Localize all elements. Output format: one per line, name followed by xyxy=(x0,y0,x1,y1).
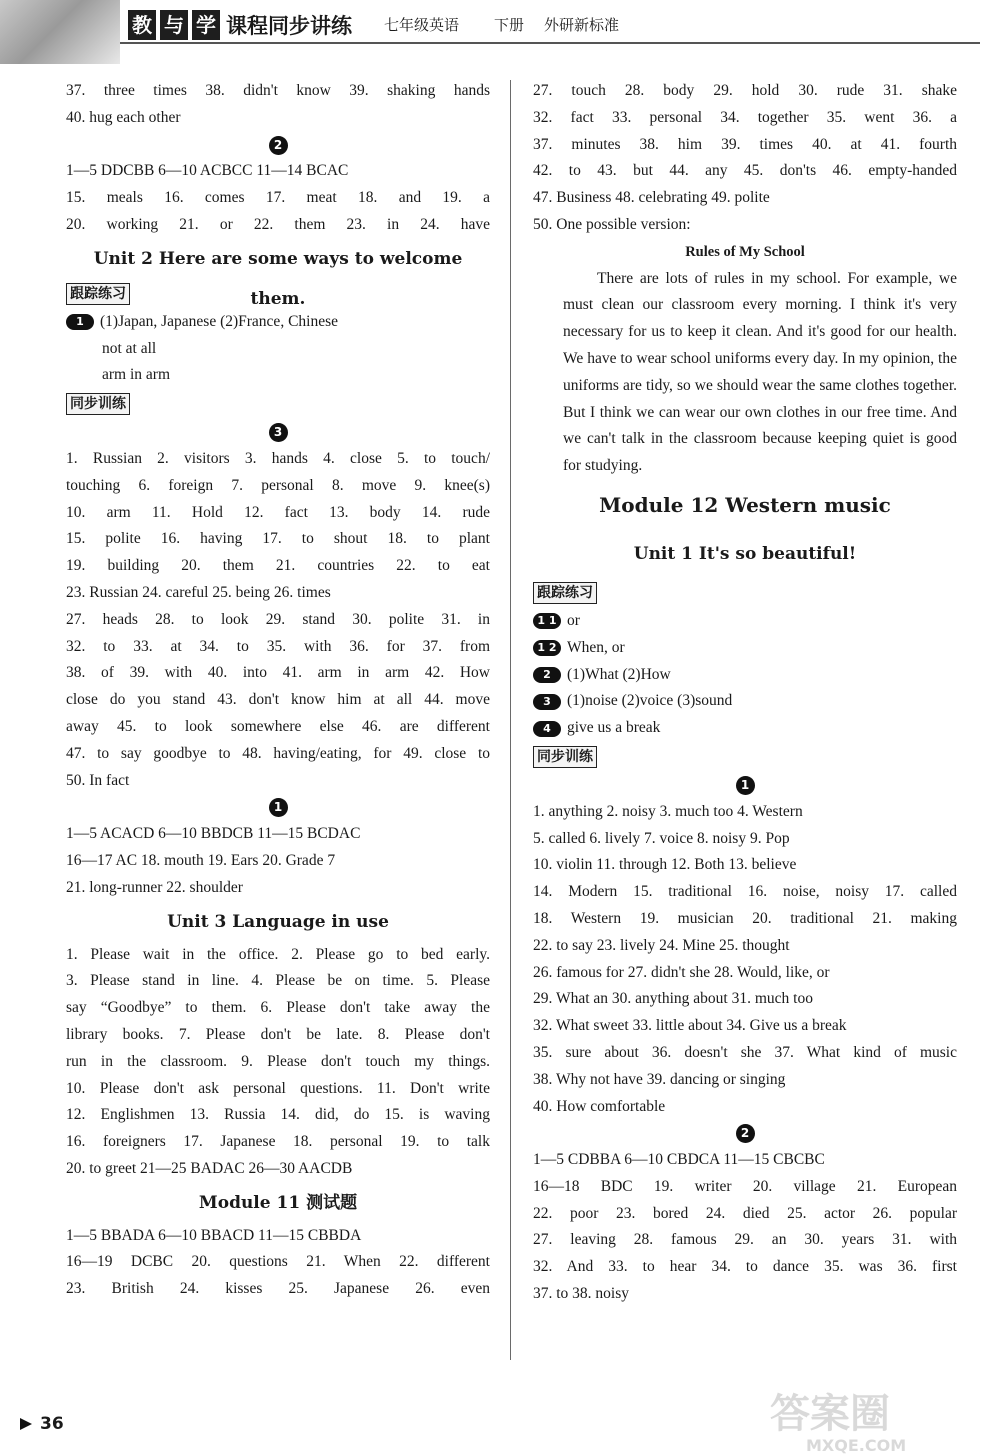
circled-number: 1 xyxy=(736,776,755,795)
answer-line: 5. called 6. lively 7. voice 8. noisy 9. Pop xyxy=(533,829,790,847)
answer-line: 50. One possible version: xyxy=(533,215,691,233)
exercise-line: not at all xyxy=(102,339,157,357)
tag-tongbu: 同步训练 xyxy=(66,393,130,415)
tag-genzong: 跟踪练习 xyxy=(533,582,597,604)
answer-line: run in the classroom. 9. Please don't touch my things. xyxy=(66,1052,490,1070)
header-corner-graphic xyxy=(0,0,120,64)
answer-line: 27. leaving 28. famous 29. an 30. years 31. with xyxy=(533,1231,957,1249)
answer-line: 1—5 DDCBB 6—10 ACBCC 11—14 BCAC xyxy=(66,162,349,180)
unit-heading: Unit 2 Here are some ways to welcome them. xyxy=(93,248,463,309)
exercise-answer: (1)Japan, Japanese (2)France, Chinese xyxy=(100,312,339,330)
unit-heading: Unit 1 It's so beautiful! xyxy=(633,543,857,564)
right-column xyxy=(533,78,957,1308)
answer-line: 20. to greet 21—25 BADAC 26—30 AACDB xyxy=(66,1159,353,1177)
section-marker xyxy=(66,794,490,821)
answer-line: 37. three times 38. didn't know 39. shaking hands xyxy=(66,82,490,99)
module-test-heading: Module 11 测试题 xyxy=(198,1192,358,1213)
answer-line: 1. anything 2. noisy 3. much too 4. Western xyxy=(533,802,803,820)
exercise-line xyxy=(533,635,957,662)
page-header xyxy=(0,0,1000,64)
answer-line: 16—18 BDC 19. writer 20. village 21. European xyxy=(533,1177,957,1195)
tag-row xyxy=(533,578,957,608)
answer-line: 16. foreigners 17. Japanese 18. personal 19. to talk xyxy=(66,1133,490,1151)
exercise-line xyxy=(533,715,957,742)
exercise-answer: give us a break xyxy=(567,719,661,737)
answer-line: library books. 7. Please don't be late. 8. Please don't xyxy=(66,1025,490,1043)
column-divider xyxy=(510,80,511,1360)
exercise-number-badge: 3 xyxy=(533,694,561,710)
tag-row xyxy=(66,389,490,419)
answer-line: 1—5 BBADA 6—10 BBACD 11—15 CBBDA xyxy=(66,1226,362,1244)
section-marker xyxy=(533,772,957,799)
exercise-answer: (1)noise (2)voice (3)sound xyxy=(567,692,733,710)
circled-number: 2 xyxy=(269,136,288,155)
answer-line: 38. Why not have 39. dancing or singing xyxy=(533,1070,786,1088)
answer-line: 10. violin 11. through 12. Both 13. believe xyxy=(533,856,797,874)
answer-line: 32. What sweet 33. little about 34. Give us a break xyxy=(533,1017,847,1035)
answer-line: 15. polite 16. having 17. to shout 18. to plant xyxy=(66,530,490,548)
tag-genzong: 跟踪练习 xyxy=(66,283,130,305)
answer-line: say “Goodbye” to them. 6. Please don't take away the xyxy=(66,999,490,1017)
answer-line: 35. sure about 36. doesn't she 37. What kind of music xyxy=(533,1043,957,1061)
answer-line: 20. working 21. or 22. them 23. in 24. have xyxy=(66,215,490,233)
exercise-number-badge: 1 1 xyxy=(533,613,561,629)
unit-heading: Unit 3 Language in use xyxy=(167,911,389,932)
answer-line: 47. to say goodbye to 48. having/eating, for 49. close to xyxy=(66,744,490,762)
header-rule xyxy=(120,42,980,44)
volume-label: 下册 xyxy=(494,16,525,34)
exercise-answer: or xyxy=(567,611,580,629)
answer-line: 1. Please wait in the office. 2. Please go to bed early. xyxy=(66,945,490,963)
answer-line: 50. In fact xyxy=(66,771,130,789)
answer-line: 23. British 24. kisses 25. Japanese 26. even xyxy=(66,1280,490,1298)
grade-label: 七年级英语 xyxy=(384,16,460,34)
exercise-number-badge: 4 xyxy=(533,721,561,737)
answer-line: 22. to say 23. lively 24. Mine 25. thought xyxy=(533,936,790,954)
answer-line: 40. hug each other xyxy=(66,108,181,126)
answer-line: 47. Business 48. celebrating 49. polite xyxy=(533,189,770,207)
exercise-line xyxy=(533,662,957,689)
watermark-url: MXQE.COM xyxy=(806,1436,907,1455)
answer-line: 10. Please don't ask personal questions. 11. Don't write xyxy=(66,1079,490,1097)
answer-line: 12. Englishmen 13. Russia 14. did, do 15. is waving xyxy=(66,1106,490,1124)
answer-line: 1. Russian 2. visitors 3. hands 4. close 5. to touch/ xyxy=(66,449,490,467)
page-footer xyxy=(20,1414,64,1434)
circled-number: 2 xyxy=(736,1124,755,1143)
answer-line: 37. minutes 38. him 39. times 40. at 41. fourth xyxy=(533,135,957,153)
answer-line: 21. long-runner 22. shoulder xyxy=(66,878,243,896)
edition-label: 外研新标准 xyxy=(544,16,620,34)
exercise-line xyxy=(66,309,490,336)
section-marker xyxy=(66,132,490,159)
exercise-line: arm in arm xyxy=(102,366,171,384)
answer-line: 1—5 ACACD 6—10 BBDCB 11—15 BCDAC xyxy=(66,825,361,843)
essay-title: Rules of My School xyxy=(685,243,805,260)
answer-line: 42. to 43. but 44. any 45. don'ts 46. empty-handed xyxy=(533,162,957,180)
answer-line: 37. to 38. noisy xyxy=(533,1285,630,1303)
watermark xyxy=(770,1392,906,1455)
logo-char-2: 与 xyxy=(160,10,188,40)
exercise-number-badge: 1 2 xyxy=(533,640,561,656)
answer-line: 16—17 AC 18. mouth 19. Ears 20. Grade 7 xyxy=(66,851,336,869)
essay-body: There are lots of rules in my school. For example, we must clean our classroom every morning. I think it's very necessary for us to keep it clean. And it's good for our health. We have to wear school uniforms every day. In my opinion, the uniforms are tidy, so we should wear the same clothes together. But I think we can wear our own clothes in our free time. And we can't talk in the classroom because keeping quiet is good for studying. xyxy=(563,269,957,475)
tag-row xyxy=(533,742,957,772)
answer-line: 15. meals 16. comes 17. meat 18. and 19. a xyxy=(66,189,490,207)
page-number: 36 xyxy=(40,1414,64,1434)
watermark-logo: 答案圈 xyxy=(770,1391,890,1437)
exercise-line xyxy=(533,688,957,715)
answer-line: 22. poor 23. bored 24. died 25. actor 26. popular xyxy=(533,1204,957,1222)
answer-line: 3. Please stand in line. 4. Please be on time. 5. Please xyxy=(66,972,490,990)
left-column xyxy=(66,78,490,1303)
exercise-line xyxy=(533,608,957,635)
answer-line: 14. Modern 15. traditional 16. noise, noisy 17. called xyxy=(533,883,957,901)
logo-char-3: 学 xyxy=(192,10,220,40)
section-marker xyxy=(66,419,490,446)
tag-tongbu: 同步训练 xyxy=(533,746,597,768)
answer-line: 29. What an 30. anything about 31. much too xyxy=(533,990,813,1008)
answer-line: 40. How comfortable xyxy=(533,1097,666,1115)
arrow-right-icon xyxy=(20,1418,32,1430)
answer-line: 27. heads 28. to look 29. stand 30. polite 31. in xyxy=(66,610,490,628)
answer-line: 26. famous for 27. didn't she 28. Would, like, or xyxy=(533,963,830,981)
exercise-number-badge: 2 xyxy=(533,667,561,683)
answer-line: 18. Western 19. musician 20. traditional 21. making xyxy=(533,909,957,927)
answer-line: 38. of 39. with 40. into 41. arm in arm 42. How xyxy=(66,664,490,682)
exercise-number-badge: 1 xyxy=(66,314,94,330)
answer-line: 32. And 33. to hear 34. to dance 35. was 36. first xyxy=(533,1258,957,1276)
module-heading: Module 12 Western music xyxy=(599,492,891,517)
answer-line: close do you stand 43. don't know him at all 44. move xyxy=(66,691,490,709)
answer-line: 10. arm 11. Hold 12. fact 13. body 14. rude xyxy=(66,503,490,521)
answer-line: away 45. to look somewhere else 46. are different xyxy=(66,717,490,735)
logo-char-1: 教 xyxy=(128,10,156,40)
circled-number: 1 xyxy=(269,798,288,817)
answer-line: touching 6. foreign 7. personal 8. move 9. knee(s) xyxy=(66,476,490,494)
answer-line: 32. fact 33. personal 34. together 35. went 36. a xyxy=(533,108,957,126)
section-marker xyxy=(533,1120,957,1147)
circled-number: 3 xyxy=(269,423,288,442)
answer-line: 19. building 20. them 21. countries 22. to eat xyxy=(66,557,490,575)
answer-line: 16—19 DCBC 20. questions 21. When 22. different xyxy=(66,1253,490,1271)
answer-line: 32. to 33. at 34. to 35. with 36. for 37. from xyxy=(66,637,490,655)
exercise-answer: When, or xyxy=(567,638,625,656)
answer-line: 23. Russian 24. careful 25. being 26. times xyxy=(66,583,331,601)
answer-line: 27. touch 28. body 29. hold 30. rude 31. shake xyxy=(533,82,957,99)
exercise-answer: (1)What (2)How xyxy=(567,665,671,683)
book-title: 课程同步讲练 xyxy=(226,14,352,38)
answer-line: 1—5 CDBBA 6—10 CBDCA 11—15 CBCBC xyxy=(533,1151,825,1169)
